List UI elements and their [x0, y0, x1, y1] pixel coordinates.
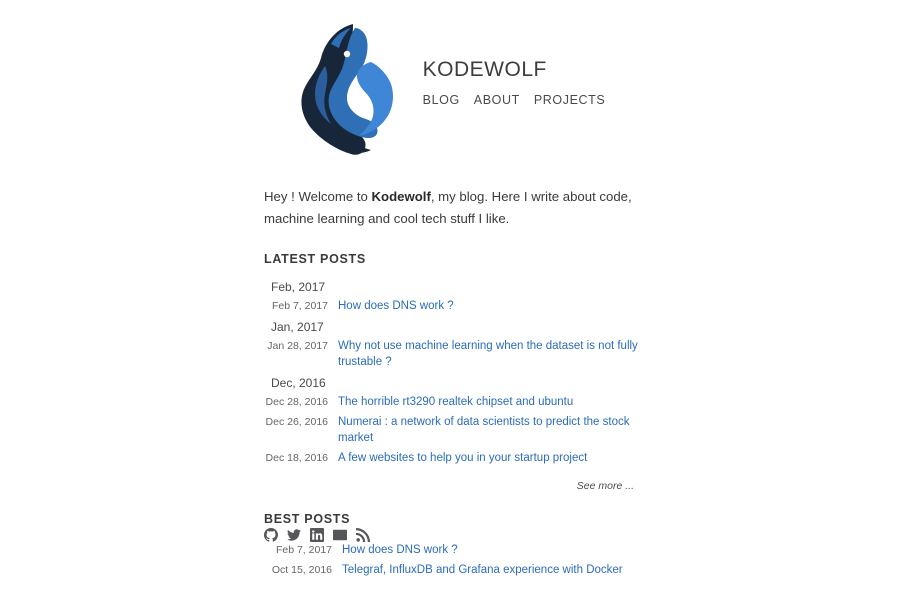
best-posts-heading: BEST POSTS — [264, 512, 351, 526]
post-link[interactable]: Why not use machine learning when the dataset is not fully trustable ? — [338, 340, 638, 368]
see-more[interactable] — [264, 480, 634, 492]
list-item[interactable] — [264, 450, 654, 466]
month-label: Feb, 2017 — [271, 280, 326, 294]
list-item[interactable] — [264, 338, 654, 370]
month-group-jan-2017 — [264, 320, 654, 370]
post-date: Feb 7, 2017 — [275, 544, 332, 556]
list-item[interactable] — [264, 394, 654, 410]
post-date: Dec 18, 2016 — [265, 452, 328, 464]
list-item[interactable] — [264, 414, 654, 446]
month-group-dec-2016 — [264, 376, 654, 466]
post-link[interactable]: Telegraf, InfluxDB and Grafana experience with Docker — [342, 564, 623, 576]
post-date: Jan 28, 2017 — [267, 340, 328, 352]
nav-item-projects[interactable]: PROJECTS — [533, 92, 606, 107]
list-item[interactable] — [264, 298, 654, 314]
month-group-feb-2017 — [264, 280, 654, 314]
post-link[interactable]: How does DNS work ? — [342, 544, 458, 556]
intro-strong: Kodewolf — [371, 189, 431, 204]
list-item[interactable] — [264, 562, 654, 578]
best-posts-list — [264, 542, 654, 578]
linkedin-icon[interactable] — [310, 528, 324, 542]
post-link[interactable]: A few websites to help you in your startup project — [338, 452, 588, 464]
post-date: Dec 26, 2016 — [265, 416, 328, 428]
see-more-link[interactable]: See more ... — [576, 480, 634, 492]
wolf-logo-icon[interactable] — [295, 18, 415, 158]
intro-paragraph — [264, 186, 649, 230]
header-inner — [0, 18, 900, 158]
rss-icon[interactable] — [356, 528, 370, 542]
nav-item-about[interactable]: ABOUT — [473, 92, 520, 107]
month-label: Jan, 2017 — [271, 320, 324, 334]
main-content — [264, 186, 654, 582]
main-nav — [423, 93, 606, 107]
list-item[interactable] — [264, 542, 654, 558]
post-link[interactable]: Numerai : a network of data scientists to predict the stock market — [338, 416, 630, 444]
social-links — [264, 528, 370, 542]
site-header — [0, 18, 900, 158]
post-link[interactable]: The horrible rt3290 realtek chipset and ubuntu — [338, 396, 574, 408]
github-icon[interactable] — [264, 528, 278, 542]
latest-posts-heading: LATEST POSTS — [264, 252, 366, 266]
brand-block — [423, 57, 606, 118]
post-link[interactable]: How does DNS work ? — [338, 300, 454, 312]
intro-after: , my blog. Here I write about code, machine learning and cool tech stuff I like. — [264, 189, 632, 226]
nav-item-blog[interactable]: BLOG — [422, 92, 460, 107]
intro-before: Hey ! Welcome to — [264, 189, 372, 204]
site-title: KODEWOLF — [422, 58, 547, 82]
email-icon[interactable] — [333, 528, 347, 542]
post-date: Feb 7, 2017 — [271, 300, 328, 312]
post-date: Oct 15, 2016 — [271, 564, 332, 576]
twitter-icon[interactable] — [287, 528, 301, 542]
month-label: Dec, 2016 — [271, 376, 326, 390]
post-date: Dec 28, 2016 — [265, 396, 328, 408]
